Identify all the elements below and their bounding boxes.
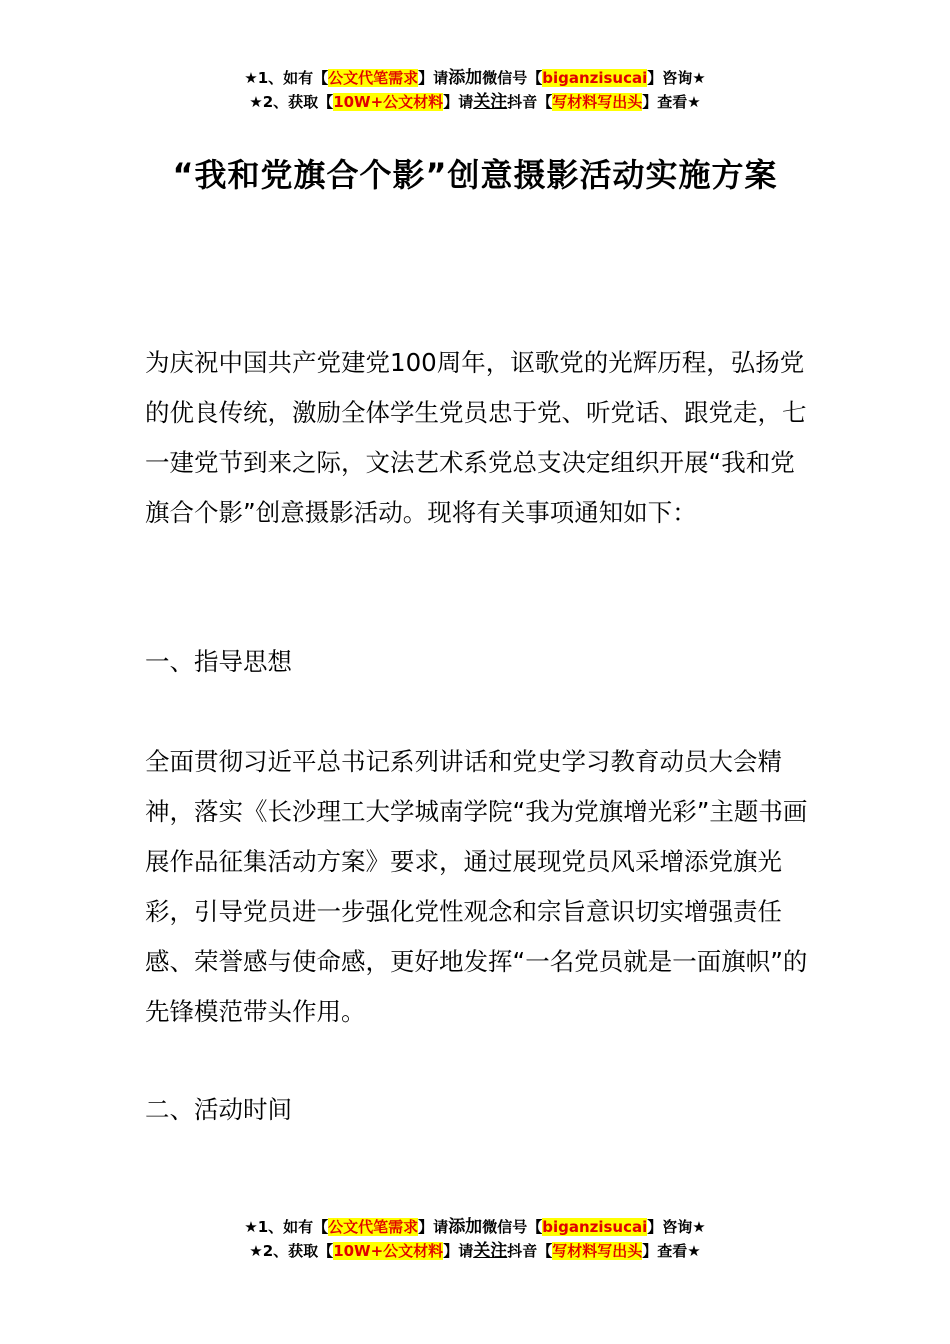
star-icon: ★ [249,93,263,111]
header-banner [0,66,950,114]
banner-highlight: 10W+公文材料 [333,1242,444,1260]
star-icon: ★ [244,1218,258,1236]
intro-paragraph: 为庆祝中国共产党建党100周年，讴歌党的光辉历程，弘扬党的优良传统，激励全体学生党员忠于党、听党话、跟党走，七一建党节到来之际，文法艺术系党总支决定组织开展“我和党旗合个影”创意摄影活动。现将有关事项通知如下： [145,348,807,527]
banner-line-2: ★2、获取【10W+公文材料】请关注抖音【写材料写出头】查看★ [249,92,701,112]
banner-highlight: 10W+公文材料 [333,93,444,111]
banner-highlight: 写材料写出头 [552,1242,643,1260]
banner-highlight: biganzisucai [542,69,648,87]
banner-highlight: 公文代笔需求 [328,1218,419,1236]
document-title: “我和党旗合个影”创意摄影活动实施方案 [172,156,778,194]
section-paragraph: 全面贯彻习近平总书记系列讲话和党史学习教育动员大会精神，落实《长沙理工大学城南学院“我为党旗增光彩”主题书画展作品征集活动方案》要求，通过展现党员风采增添党旗光彩，引导党员进一步强化党性观念和宗旨意识切实增强责任感、荣誉感与使命感，更好地发挥“一名党员就是一面旗帜”的先锋模范带头作用。 [145,747,808,1026]
banner-highlight: 公文代笔需求 [328,69,419,87]
section-heading: 一、指导思想 [145,647,292,676]
star-icon: ★ [249,1242,263,1260]
banner-highlight: 写材料写出头 [552,93,643,111]
footer-banner [0,1215,950,1263]
banner-line-1: ★1、如有【公文代笔需求】请添加微信号【biganzisucai】咨询★ [244,1217,706,1237]
star-icon: ★ [244,69,258,87]
banner-line-1: ★1、如有【公文代笔需求】请添加微信号【biganzisucai】咨询★ [244,68,706,88]
section-heading: 二、活动时间 [145,1095,292,1124]
banner-highlight: biganzisucai [542,1218,648,1236]
banner-line-2: ★2、获取【10W+公文材料】请关注抖音【写材料写出头】查看★ [249,1241,701,1261]
